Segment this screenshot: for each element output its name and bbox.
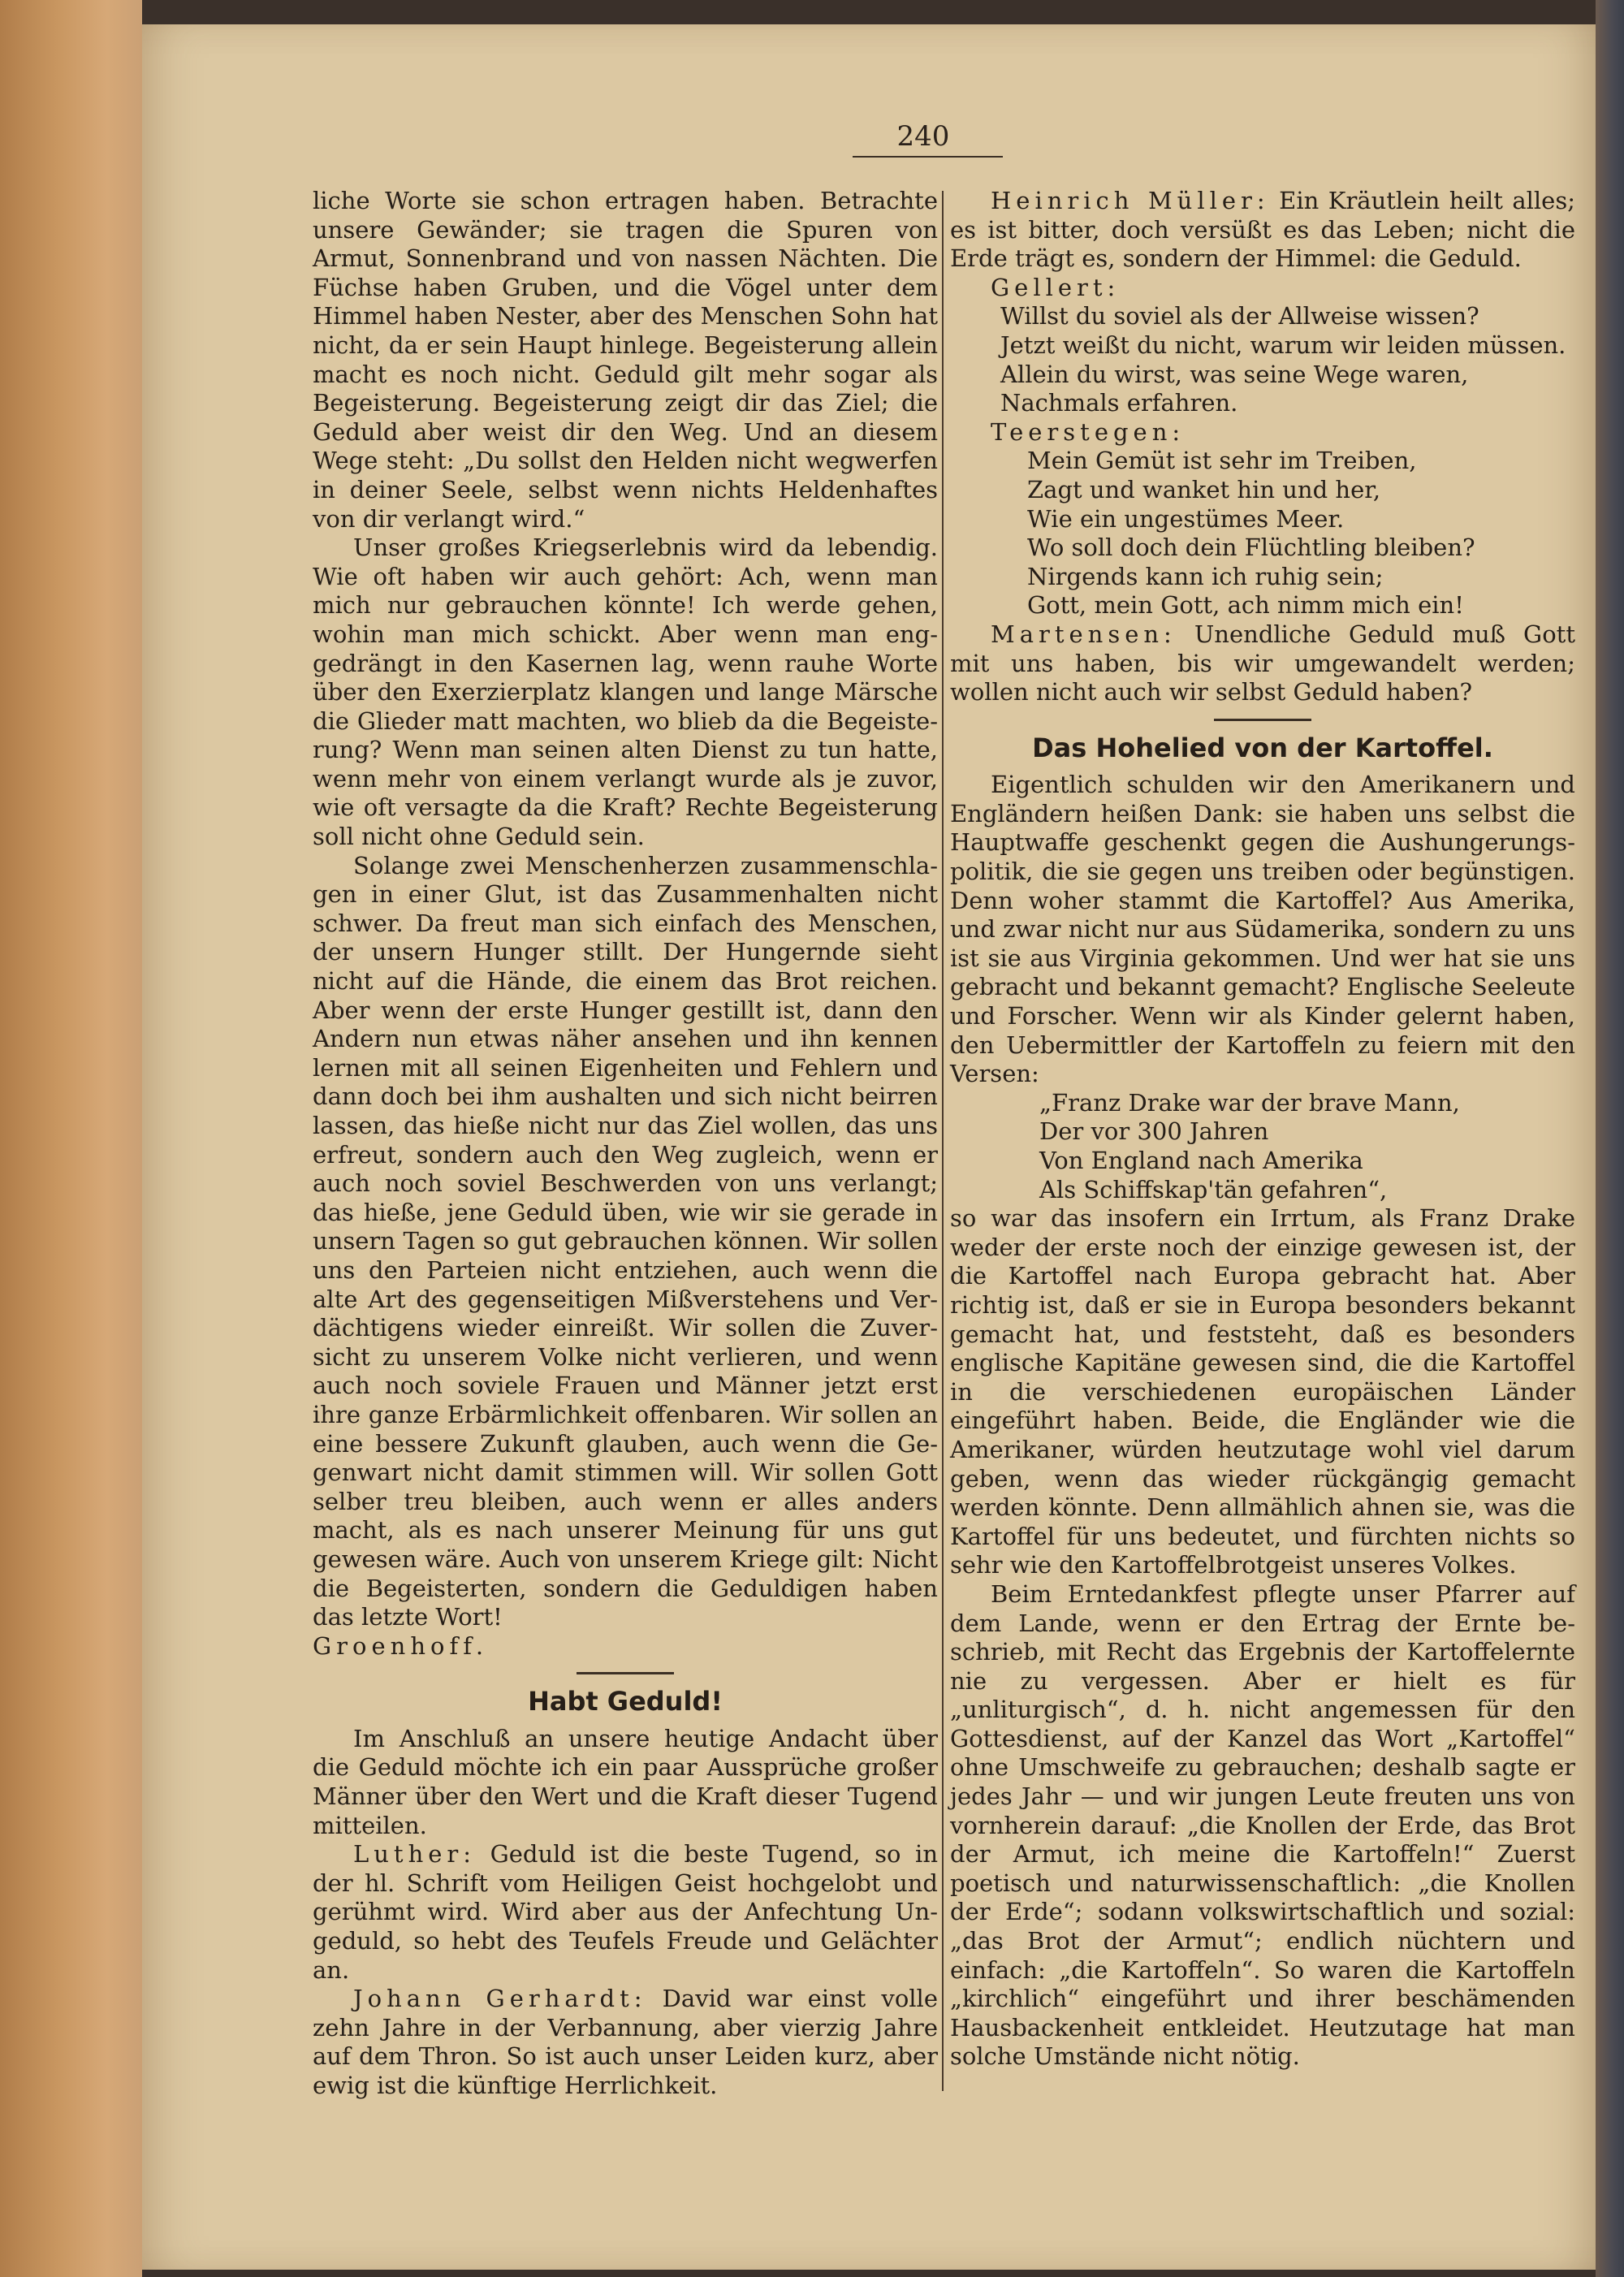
- article-title-kartoffel: Das Hohelied von der Kartoffel.: [1032, 732, 1493, 763]
- poem-line: Jetzt weißt du nicht, warum wir leiden müssen.: [1000, 331, 1566, 359]
- column-divider: [942, 191, 944, 2091]
- article-title-geduld: Habt Geduld!: [528, 1686, 723, 1717]
- quote-author-martensen: Martensen:: [991, 620, 1177, 648]
- quote-mueller: [950, 187, 1575, 274]
- book-spine: [0, 0, 142, 2277]
- poem-line: Gott, mein Gott, ach nimm mich ein!: [1027, 591, 1464, 620]
- quote-author-teerstegen: Teerstegen:: [991, 417, 1186, 446]
- section-rule: [577, 1672, 674, 1674]
- poem-line: Wie ein ungestümes Meer.: [1027, 504, 1345, 533]
- poem-line: Wo soll doch dein Flüchtling bleiben?: [1027, 534, 1475, 562]
- poem-gellert: [950, 302, 1575, 417]
- paragraph-menschenherzen: Solange zwei Menschenherzen zusammenschlagen in einer Glut, ist das Zusammenhalten nicht schwer. Da freut man sich einfach des Menschen, der unsern Hunger stillt. Der Hungernde sieht nicht auf die Hände, die einem das Brot reichen. Aber wenn der erste Hunger gestillt ist, dann den Andern nun etwas näher ansehen und ihn kennen lernen mit all seinen Eigenheiten und Fehlern und dann doch bei ihm aushalten und sich nicht beirren lassen, das hieße nicht nur das Ziel wollen, das uns erfreut, sondern auch den Weg zugleich, wenn er auch noch soviel Beschwerden von uns verlangt; das hieße, jene Geduld üben, wie wir sie gerade in unsern Tagen so gut gebrauchen können. Wir sollen uns den Parteien nicht entziehen, auch wenn die alte Art des gegenseitigen Mißverstehens und Verdächtigens wieder einreißt. Wir sollen die Zuversicht zu unserem Volke nicht verlieren, und wenn auch noch soviele Frauen und Männer jetzt erst ihre ganze Erbärmlichkeit offenbaren. Wir sollen an eine bessere Zukunft glauben, auch wenn die Gegenwart nicht damit stimmen will. Wir sollen Gott selber treu bleiben, auch wenn er alles anders macht, als es nach unserer Meinung für uns gut gewesen wäre. Auch von unserem Kriege gilt: Nicht die Begeisterten, sondern die Geduldigen haben das letzte Wort!: [313, 851, 938, 1631]
- poem-line: Willst du soviel als der Allweise wissen?: [1000, 302, 1479, 331]
- paragraph-kriegserlebnis: Unser großes Kriegserlebnis wird da lebendig. Wie oft haben wir auch gehört: Ach, wenn man mich nur gebrauchen könnte! Ich werde gehen, wohin man mich schickt. Aber wenn man enggedrängt in den Kasernen lag, wenn rauhe Worte über den Exerzierplatz klangen und lange Märsche die Glieder matt machten, wo blieb da die Begeisterung? Wenn man seinen alten Dienst zu tun hatte, wenn mehr von einem verlangt wurde als je zuvor, wie oft versagte da die Kraft? Rechte Begeisterung soll nicht ohne Geduld sein.: [313, 534, 938, 851]
- quote-martensen: [950, 620, 1575, 707]
- left-column: [313, 187, 938, 2101]
- paragraph-irrtum: so war das insofern ein Irrtum, als Franz Drake weder der erste noch der einzige gewesen ist, der die Kartoffel nach Europa gebracht hat. Aber richtig ist, daß er sie in Europa besonders bekannt gemacht hat, und feststeht, daß es besonders englische Kapitäne gewesen sind, die die Kartoffel in die verschiedenen europäischen Länder eingeführt haben. Beide, die Engländer wie die Amerikaner, würden heutzutage wohl viel darum geben, wenn das wieder rückgängig gemacht werden könnte. Denn allmählich ahnen sie, was die Kartoffel für uns bedeutet, und fürchten nichts so sehr wie den Kartoffelbrotgeist unseres Volkes.: [950, 1204, 1575, 1579]
- poem-teerstegen: [950, 447, 1575, 620]
- quote-author-luther: Luther:: [353, 1840, 477, 1869]
- article-intro: Im Anschluß an unsere heutige Andacht über die Geduld möchte ich ein paar Aussprüche großer Männer über den Wert und die Kraft dieser Tugend mitteilen.: [313, 1724, 938, 1839]
- quote-text-gerhardt: David war einst volle zehn Jahre in der Verbannung, aber vierzig Jahre auf dem Thron. So ist auch unser Leiden kurz, aber ewig ist die künftige Herrlichkeit.: [313, 1985, 938, 2099]
- continued-paragraph: liche Worte sie schon ertragen haben. Betrachte unsere Gewänder; sie tragen die Spuren von Armut, Sonnenbrand und von nassen Nächten. Die Füchse haben Gruben, und die Vögel unter dem Himmel haben Nester, aber des Menschen Sohn hat nicht, da er sein Haupt hinlege. Begeisterung allein macht es noch nicht. Geduld gilt mehr sogar als Begeisterung. Begeisterung zeigt dir das Ziel; die Geduld aber weist dir den Weg. Und an diesem Wege steht: „Du sollst den Helden nicht wegwerfen in deiner Seele, selbst wenn nichts Heldenhaftes von dir verlangt wird.“: [313, 187, 938, 533]
- verse-line: Als Schiffskap'tän gefahren“,: [1039, 1175, 1388, 1203]
- quote-text-mueller: Ein Kräutlein heilt alles; es ist bitter, doch versüßt es das Leben; nicht die Erde trägt es, sondern der Himmel: die Geduld.: [950, 187, 1575, 273]
- poem-line: Nirgends kann ich ruhig sein;: [1027, 562, 1384, 590]
- right-column: [950, 187, 1575, 2072]
- verse-line: Von England nach Amerika: [1039, 1147, 1363, 1174]
- poem-line: Allein du wirst, was seine Wege waren,: [1000, 360, 1469, 388]
- binding-edge: [1596, 0, 1624, 2277]
- section-rule: [1214, 719, 1311, 721]
- poem-line: Zagt und wanket hin und her,: [1027, 475, 1381, 503]
- quote-text-martensen: Unendliche Geduld muß Gott mit uns haben, bis wir umgewandelt werden; wollen nicht auch wir selbst Geduld haben?: [950, 620, 1575, 706]
- quote-author-mueller: Heinrich Müller:: [991, 187, 1270, 214]
- quote-author-gellert: Gellert:: [991, 273, 1121, 301]
- quote-text-luther: Geduld ist die beste Tugend, so in der hl. Schrift vom Heiligen Geist hochgelobt und gerühmt wird. Wird aber aus der Anfechtung Ungeduld, so hebt des Teufels Freude und Gelächter an.: [313, 1840, 938, 1984]
- verse-line: Der vor 300 Jahren: [1039, 1117, 1269, 1146]
- poem-line: Mein Gemüt ist sehr im Treiben,: [1027, 447, 1417, 475]
- paragraph-amerikaner: Eigentlich schulden wir den Amerikanern und Engländern heißen Dank: sie haben uns selbst die Hauptwaffe geschenkt gegen die Aushungerungspolitik, die sie gegen uns treiben oder begünstigen. Denn woher stammt die Kartoffel? Aus Amerika, und zwar nicht nur aus Südamerika, sondern zu uns ist sie aus Virginia gekommen. Und wer hat sie uns gebracht und bekannt gemacht? Englische Seeleute und Forscher. Wenn wir als Kinder gelernt haben, den Uebermittler der Kartoffeln zu feiern mit den Versen:: [950, 771, 1575, 1088]
- verse-drake: [950, 1089, 1575, 1204]
- quote-luther: [313, 1840, 938, 1985]
- quote-gerhardt: [313, 1985, 938, 2100]
- header-rule: [853, 156, 1003, 158]
- page-number: 240: [896, 120, 950, 153]
- verse-line: „Franz Drake war der brave Mann,: [1039, 1088, 1460, 1117]
- poem-line: Nachmals erfahren.: [1000, 389, 1238, 417]
- quote-author-gerhardt: Johann Gerhardt:: [353, 1985, 647, 2013]
- paragraph-erntedankfest: Beim Erntedankfest pflegte unser Pfarrer auf dem Lande, wenn er den Ertrag der Ernte beschrieb, mit Recht das Ergebnis der Kartoffelernte nie zu vergessen. Aber er hielt es für „unliturgisch“, d. h. nicht angemessen für den Gottesdienst, auf der Kanzel das Wort „Kartoffel“ ohne Umschweife zu gebrauchen; deshalb sagte er jedes Jahr — und wir jungen Leute freuten uns von vornherein darauf: „die Knollen der Erde, das Brot der Armut, ich meine die Kartoffeln!“ Zuerst poetisch und naturwissenschaftlich: „die Knollen der Erde“; sodann volkswirtschaftlich und sozial: „das Brot der Armut“; endlich nüchtern und einfach: „die Kartoffeln“. So waren die Kartoffeln „kirchlich“ eingeführt und ihrer beschämenden Hausbackenheit entkleidet. Heutzutage hat man solche Umstände nicht nötig.: [950, 1579, 1575, 2071]
- author-signature: Groenhoff.: [313, 1631, 489, 1660]
